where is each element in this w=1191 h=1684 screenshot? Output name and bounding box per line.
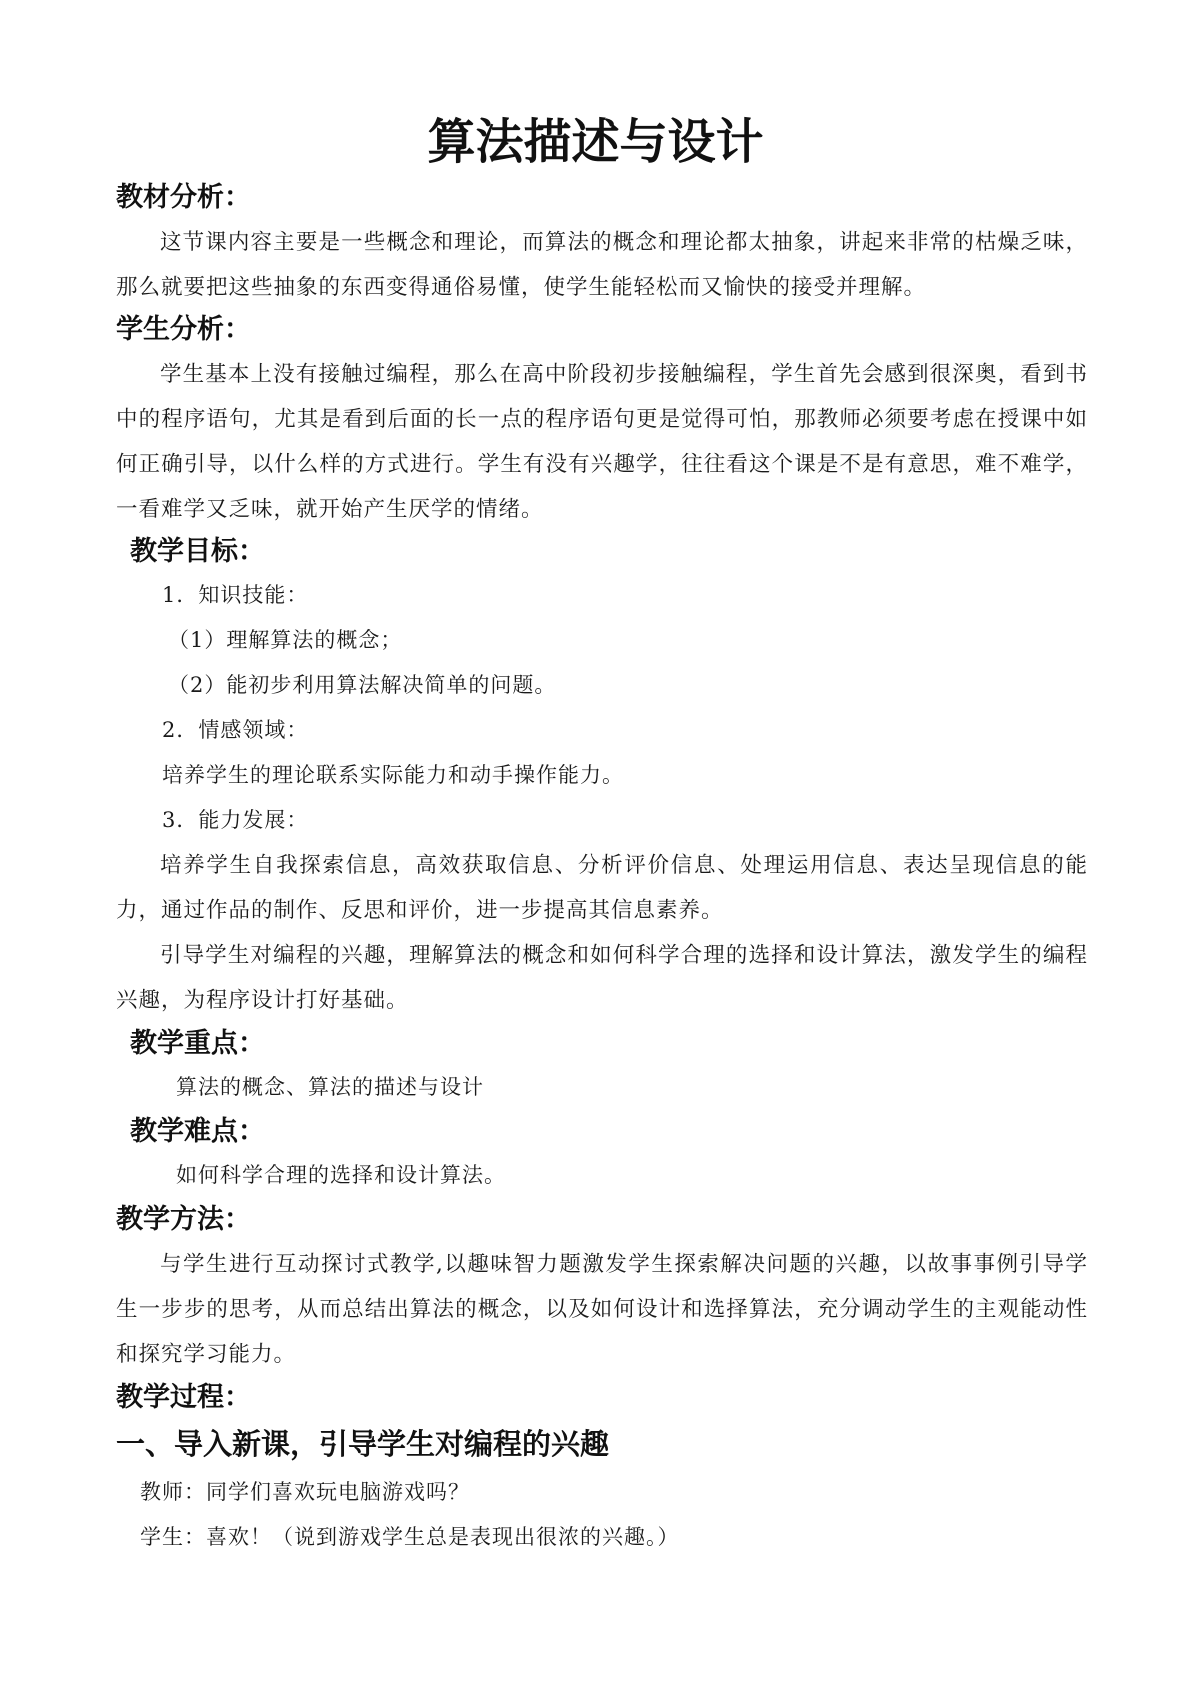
material-analysis-text: 这节课内容主要是一些概念和理论，而算法的概念和理论都太抽象，讲起来非常的枯燥乏味，那么就要把这些抽象的东西变得通俗易懂，使学生能轻松而又愉快的接受并理解。 (116, 230, 1088, 300)
dialogue-line: 学生：喜欢！（说到游戏学生总是表现出很浓的兴趣。） (140, 1525, 680, 1549)
knowledge-skills-label: 1．知识技能： (162, 583, 309, 607)
document-title: 算法描述与设计 (427, 114, 764, 170)
knowledge-item-1: （1）理解算法的概念； (168, 628, 403, 652)
key-points-text: 算法的概念、算法的描述与设计 (176, 1075, 484, 1099)
knowledge-item-2: （2）能初步利用算法解决简单的问题。 (168, 673, 557, 697)
ability-text-1: 培养学生自我探索信息，高效获取信息、分析评价信息、处理运用信息、表达呈现信息的能力，通过作品的制作、反思和评价，进一步提高其信息素养。 (116, 853, 1088, 923)
ability-label: 3．能力发展： (162, 808, 309, 832)
section-1-title: 一、导入新课，引导学生对编程的兴趣 (116, 1427, 610, 1461)
teaching-goals-heading: 教学目标： (130, 536, 265, 567)
dialogue-line: 教师：同学们喜欢玩电脑游戏吗？ (140, 1480, 470, 1504)
student-analysis-text: 学生基本上没有接触过编程，那么在高中阶段初步接触编程，学生首先会感到很深奥，看到书中的程序语句，尤其是看到后面的长一点的程序语句更是觉得可怕，那教师必须要考虑在授课中如何正确引导，以什么样的方式进行。学生有没有兴趣学，往往看这个课是不是有意思，难不难学，一看难学又乏味，就开始产生厌学的情绪。 (116, 362, 1088, 522)
process-heading: 教学过程： (116, 1382, 251, 1413)
methods-text: 与学生进行互动探讨式教学,以趣味智力题激发学生探索解决问题的兴趣，以故事事例引导学生一步步的思考，从而总结出算法的概念，以及如何设计和选择算法，充分调动学生的主观能动性和探究学习能力。 (116, 1252, 1088, 1367)
emotion-label: 2．情感领域： (162, 718, 309, 742)
emotion-text: 培养学生的理论联系实际能力和动手操作能力。 (162, 763, 624, 787)
difficulties-text: 如何科学合理的选择和设计算法。 (176, 1163, 506, 1187)
material-analysis-heading: 教材分析： (116, 182, 251, 213)
ability-text-2: 引导学生对编程的兴趣，理解算法的概念和如何科学合理的选择和设计算法，激发学生的编程兴趣，为程序设计打好基础。 (116, 943, 1088, 1013)
student-analysis-heading: 学生分析： (116, 314, 251, 345)
methods-heading: 教学方法： (116, 1204, 251, 1235)
key-points-heading: 教学重点： (130, 1028, 265, 1059)
difficulties-heading: 教学难点： (130, 1116, 265, 1147)
